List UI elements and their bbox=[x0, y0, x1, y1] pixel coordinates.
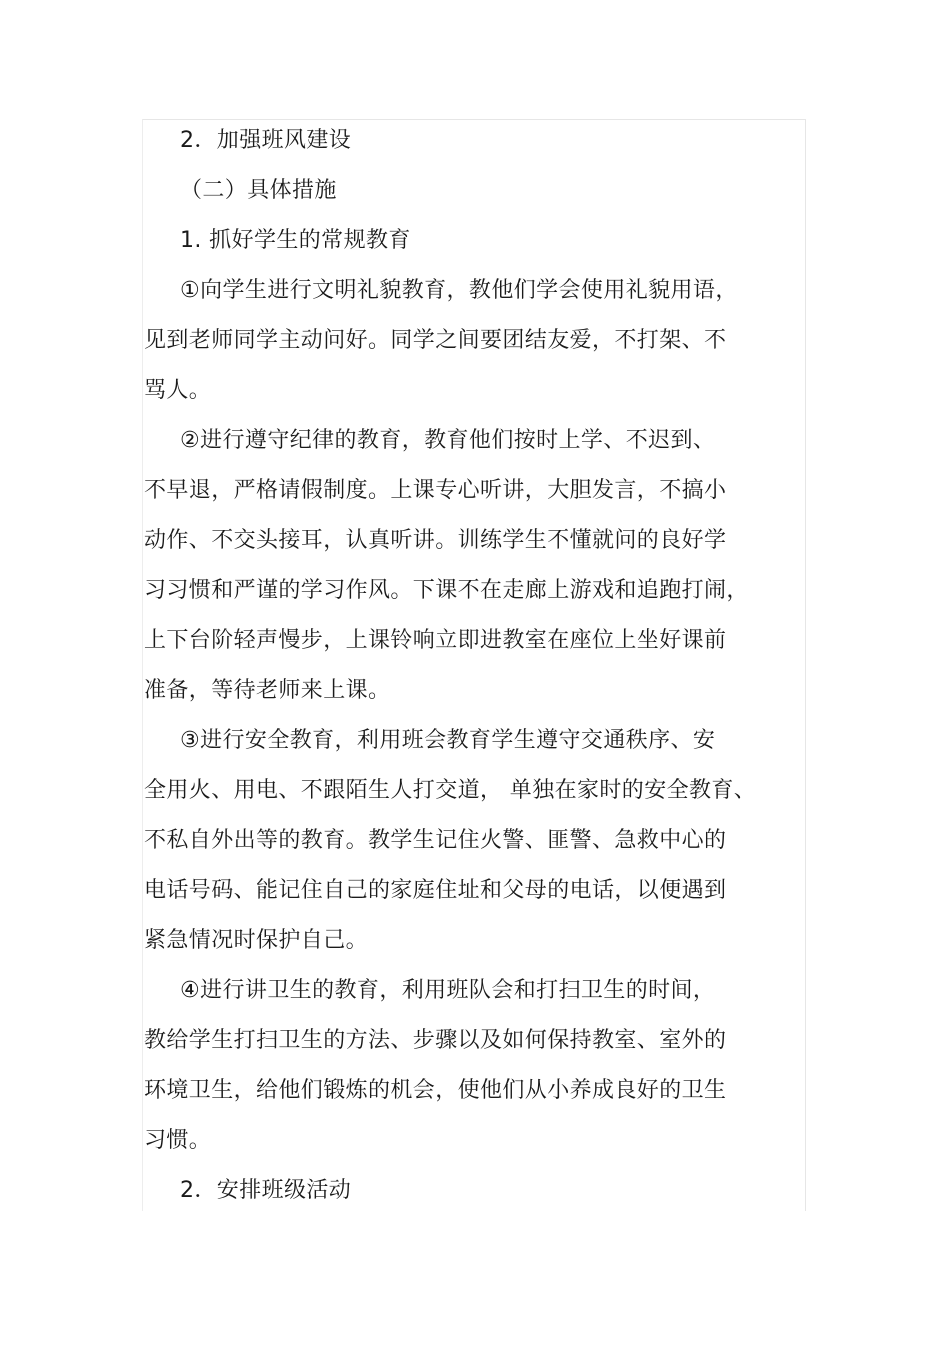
paragraph-line: 全用火、用电、不跟陌生人打交道， 单独在家时的安全教育、 bbox=[144, 778, 757, 803]
paragraph-line: ②进行遵守纪律的教育，教育他们按时上学、不迟到、 bbox=[180, 428, 716, 453]
paragraph-line: 上下台阶轻声慢步，上课铃响立即进教室在座位上坐好课前 bbox=[144, 628, 727, 653]
paragraph-line: 见到老师同学主动问好。同学之间要团结友爱，不打架、不 bbox=[144, 328, 727, 353]
paragraph-line: 骂人。 bbox=[144, 378, 212, 403]
section-heading: 2．加强班风建设 bbox=[180, 128, 352, 153]
paragraph-line: 不私自外出等的教育。教学生记住火警、匪警、急救中心的 bbox=[144, 828, 727, 853]
paragraph-line: 不早退，严格请假制度。上课专心听讲，大胆发言，不搞小 bbox=[144, 478, 727, 503]
paragraph-line: 教给学生打扫卫生的方法、步骤以及如何保持教室、室外的 bbox=[144, 1028, 727, 1053]
section-heading: 2．安排班级活动 bbox=[180, 1178, 352, 1203]
paragraph-line: 习习惯和严谨的学习作风。下课不在走廊上游戏和追跑打闹， bbox=[144, 578, 749, 603]
paragraph-line: 电话号码、能记住自己的家庭住址和父母的电话，以便遇到 bbox=[144, 878, 727, 903]
subsection-heading: （二）具体措施 bbox=[180, 178, 337, 203]
paragraph-line: ④进行讲卫生的教育，利用班队会和打扫卫生的时间， bbox=[180, 978, 716, 1003]
paragraph-line: 环境卫生，给他们锻炼的机会，使他们从小养成良好的卫生 bbox=[144, 1078, 727, 1103]
item-heading: 1. 抓好学生的常规教育 bbox=[180, 228, 411, 253]
paragraph-line: 紧急情况时保护自己。 bbox=[144, 928, 369, 953]
paragraph-line: 习惯。 bbox=[144, 1128, 212, 1153]
paragraph-line: ①向学生进行文明礼貌教育，教他们学会使用礼貌用语， bbox=[180, 278, 738, 303]
paragraph-line: ③进行安全教育，利用班会教育学生遵守交通秩序、安 bbox=[180, 728, 716, 753]
paragraph-line: 动作、不交头接耳，认真听讲。训练学生不懂就问的良好学 bbox=[144, 528, 727, 553]
paragraph-line: 准备，等待老师来上课。 bbox=[144, 678, 391, 703]
